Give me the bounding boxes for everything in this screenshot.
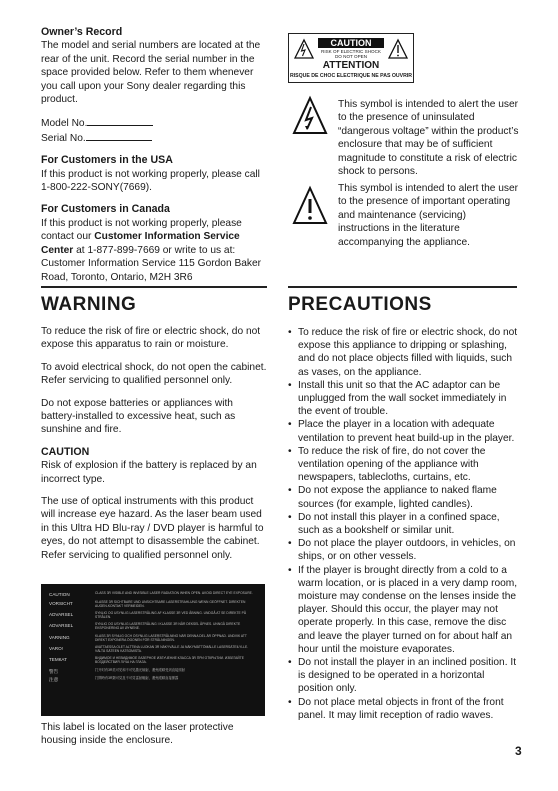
caution-heading: CAUTION bbox=[41, 445, 90, 458]
laser-label-row bbox=[49, 635, 257, 643]
laser-label-lang: ADVARSEL bbox=[49, 612, 74, 618]
usa-title: For Customers in the USA bbox=[41, 154, 173, 167]
caution-band-text: CAUTION bbox=[330, 38, 372, 48]
owners-record-section bbox=[41, 26, 267, 284]
laser-label-text: AVATTAESSA OLET ALTTIINA LUOKAN 3R NÄKYVÄLLE JA NÄKYMÄTTÖMÄLLE LASERSÄTEILYLLE. VÄLTÄ SÄTEEN KATSOMISTA. bbox=[95, 644, 249, 653]
warning-top-rule bbox=[41, 286, 267, 288]
warning-p2b: Refer servicing to qualified personnel only. bbox=[41, 375, 233, 387]
serial-number-label: Serial No. bbox=[41, 132, 86, 144]
laser-label-caption: This label is located on the laser protective housing inside the enclosure. bbox=[41, 722, 234, 747]
page-number: 3 bbox=[515, 744, 522, 758]
precaution-item: • Do not install the player in an inclined position. It is designed to be operated in a horizontal position only. bbox=[288, 656, 518, 696]
laser-label-row bbox=[49, 601, 257, 609]
warning-p4: Risk of explosion if the battery is replaced by an incorrect type. bbox=[41, 460, 257, 485]
serial-number-blank bbox=[86, 131, 152, 141]
caution-line2: DO NOT OPEN bbox=[334, 54, 368, 59]
laser-label-text: 打开时有3R类可见和不可见激光辐射，避免眼睛受到直接照射 bbox=[95, 667, 185, 672]
precaution-item: • Do not expose the appliance to naked flame sources (for example, lighted candles). bbox=[288, 484, 518, 510]
caution-line1: RISK OF ELECTRIC SHOCK bbox=[321, 49, 381, 54]
laser-label-text: SYNLIG OG USYNLIG LASERSTRÅLING AF KLASSE 3R VED ÅBNING. UNDGÅ AT SE DIREKTE PÅ STRÅLEN. bbox=[95, 611, 247, 619]
laser-label-lang: 警告 bbox=[49, 668, 59, 674]
precaution-item: • Do not install this player in a confined space, such as a bookshelf or similar unit. bbox=[288, 511, 518, 537]
exclamation-symbol-description: This symbol is intended to alert the user to the presence of important operating and maintenance (servicing) instructions in the literature accompanying the appliance. bbox=[338, 183, 519, 248]
laser-label-row bbox=[49, 623, 257, 631]
attention-text: ATTENTION bbox=[322, 60, 380, 71]
laser-label-row bbox=[49, 646, 257, 654]
canada-body-bold: Customer Information Service Center bbox=[41, 231, 240, 256]
voltage-symbol-description: This symbol is intended to alert the user to the presence of uninsulated “dangerous voltage” within the product’s enclosure that may be of sufficient magnitude to constitute a risk of electric shock to persons. bbox=[338, 99, 519, 178]
laser-label-text: KLASS 3R SYNLIG OCH OSYNLIG LASERSTRÅLNING NÄR DENNA DEL ÄR ÖPPNAD. UNDVIK ATT DIREKT EXPONERA ÖGONEN FÖR STRÅLNINGEN. bbox=[95, 633, 247, 642]
laser-label-row bbox=[49, 669, 257, 674]
exclamation-symbol-icon bbox=[290, 183, 330, 227]
laser-label-row bbox=[49, 657, 257, 665]
laser-label-lang: 注意 bbox=[49, 677, 59, 683]
precautions-section bbox=[288, 294, 518, 722]
laser-label-lang: CAUTION bbox=[49, 592, 70, 597]
laser-label-row bbox=[49, 612, 257, 620]
usa-body: If this product is not working properly, please call 1-800-222-SONY(7669). bbox=[41, 168, 260, 194]
precautions-title: PRECAUTIONS bbox=[288, 294, 432, 315]
precaution-item: • To reduce the risk of fire or electric shock, do not expose this appliance to dripping or splashing, and do not place objects filled with liquids, such as vases, on the appliance. bbox=[288, 326, 518, 379]
laser-warning-label bbox=[41, 584, 265, 716]
laser-label-lang: ТЕМКАТ bbox=[49, 657, 67, 663]
laser-label-row bbox=[49, 592, 257, 597]
precaution-item: • Place the player in a location with adequate ventilation to prevent heat build-up in the player. bbox=[288, 418, 518, 444]
laser-label-text: CLASS 3R VISIBLE AND INVISIBLE LASER RADIATION WHEN OPEN. AVOID DIRECT EYE EXPOSURE. bbox=[95, 591, 253, 595]
caution-shock-label bbox=[288, 33, 414, 83]
voltage-symbol-icon bbox=[290, 93, 330, 137]
laser-label-row bbox=[49, 677, 257, 682]
warning-p2a: To avoid electrical shock, do not open the cabinet. bbox=[41, 361, 267, 373]
precaution-item: • Do not place metal objects in front of the front panel. It may limit reception of radio waves. bbox=[288, 696, 518, 722]
laser-label-lang: VARO! bbox=[49, 645, 63, 651]
warning-section bbox=[41, 294, 267, 562]
serial-number-line bbox=[41, 131, 267, 145]
model-number-blank bbox=[87, 116, 153, 126]
precaution-item: • To reduce the risk of fire, do not cover the ventilation opening of the appliance with newspapers, tablecloths, curtains, etc. bbox=[288, 445, 518, 485]
laser-label-lang: VARNING bbox=[49, 634, 70, 640]
canada-body bbox=[41, 217, 267, 284]
laser-label-text: 打開時有3R類可見及不可見雷射輻射，避免眼睛直接暴露 bbox=[95, 676, 179, 681]
laser-label-text: SYNLIG OG USYNLIG LASERSTRÅLING I KLASSE 3R NÅR DEKSEL ÅPNES. UNNGÅ DIREKTE EKSPONERING AV ØYNENE. bbox=[95, 622, 241, 631]
canada-title: For Customers in Canada bbox=[41, 203, 170, 216]
precaution-item: • Install this unit so that the AC adaptor can be unplugged from the wall socket immediately in the event of trouble. bbox=[288, 379, 518, 419]
canada-body-part2: at 1-877-899-7669 or write to us at: Customer Information Service 115 Gordon Baker Road, Toronto, Ontario, M2H 3R6 bbox=[41, 244, 262, 283]
warning-p3: Do not expose batteries or appliances with battery-installed to excessive heat, such as sunshine and fire. bbox=[41, 397, 236, 436]
precaution-item: • If the player is brought directly from a cold to a warm location, or is placed in a very damp room, moisture may condense on the lenses inside the player. Should this occur, the player may not operate properly. In this case, remove the disc and leave the player turned on for about half an hour until the moisture evaporates. bbox=[288, 564, 518, 656]
warning-p5a: The use of optical instruments with this product will increase eye hazard. As the laser beam used in this Ultra HD Blu-ray / DVD player is harmful to eyes, do not attempt to disassemble the cabinet. bbox=[41, 496, 264, 548]
laser-label-lang: ADVARSEL bbox=[49, 623, 74, 629]
laser-label-rows bbox=[41, 584, 265, 682]
canada-body-part1: If this product is not working properly, please contact our bbox=[41, 217, 242, 243]
model-number-label: Model No. bbox=[41, 118, 88, 130]
laser-label-text: KLASSE 3R SICHTBARE UND UNSICHTBARE LASERSTRAHLUNG WENN GEÖFFNET. DIREKTEN AUGEN-KONTAKT VERMEIDEN. bbox=[95, 599, 246, 608]
owners-record-body: The model and serial numbers are located at the rear of the unit. Record the serial number in the space provided below. Refer to them whenever you call upon your Sony dealer regarding this product. bbox=[41, 40, 261, 106]
model-number-line bbox=[41, 116, 267, 130]
owners-record-title: Owner’s Record bbox=[41, 26, 123, 38]
precautions-top-rule bbox=[288, 286, 517, 288]
warning-p5b: Refer servicing to qualified personnel only. bbox=[41, 549, 233, 561]
laser-label-lang: VORSICHT bbox=[49, 600, 73, 606]
precautions-list bbox=[288, 326, 518, 722]
laser-label-text: ВИДИМОЕ И НЕВИДИМОЕ ЛАЗЕРНОЕ ИЗЛУЧЕНИЕ КЛАССА 3R ПРИ ОТКРЫТИИ. ИЗБЕГАЙТЕ ВОЗДЕЙСТВИЯ ЛУЧА НА ГЛАЗА. bbox=[95, 656, 244, 665]
french-warning-text: RISQUE DE CHOC ELECTRIQUE NE PAS OUVRIR bbox=[289, 73, 413, 79]
warning-title: WARNING bbox=[41, 294, 137, 315]
precaution-item: • Do not place the player outdoors, in vehicles, on ships, or on other vessels. bbox=[288, 537, 518, 563]
warning-p1: To reduce the risk of fire or electric shock, do not expose this apparatus to rain or moisture. bbox=[41, 326, 261, 351]
